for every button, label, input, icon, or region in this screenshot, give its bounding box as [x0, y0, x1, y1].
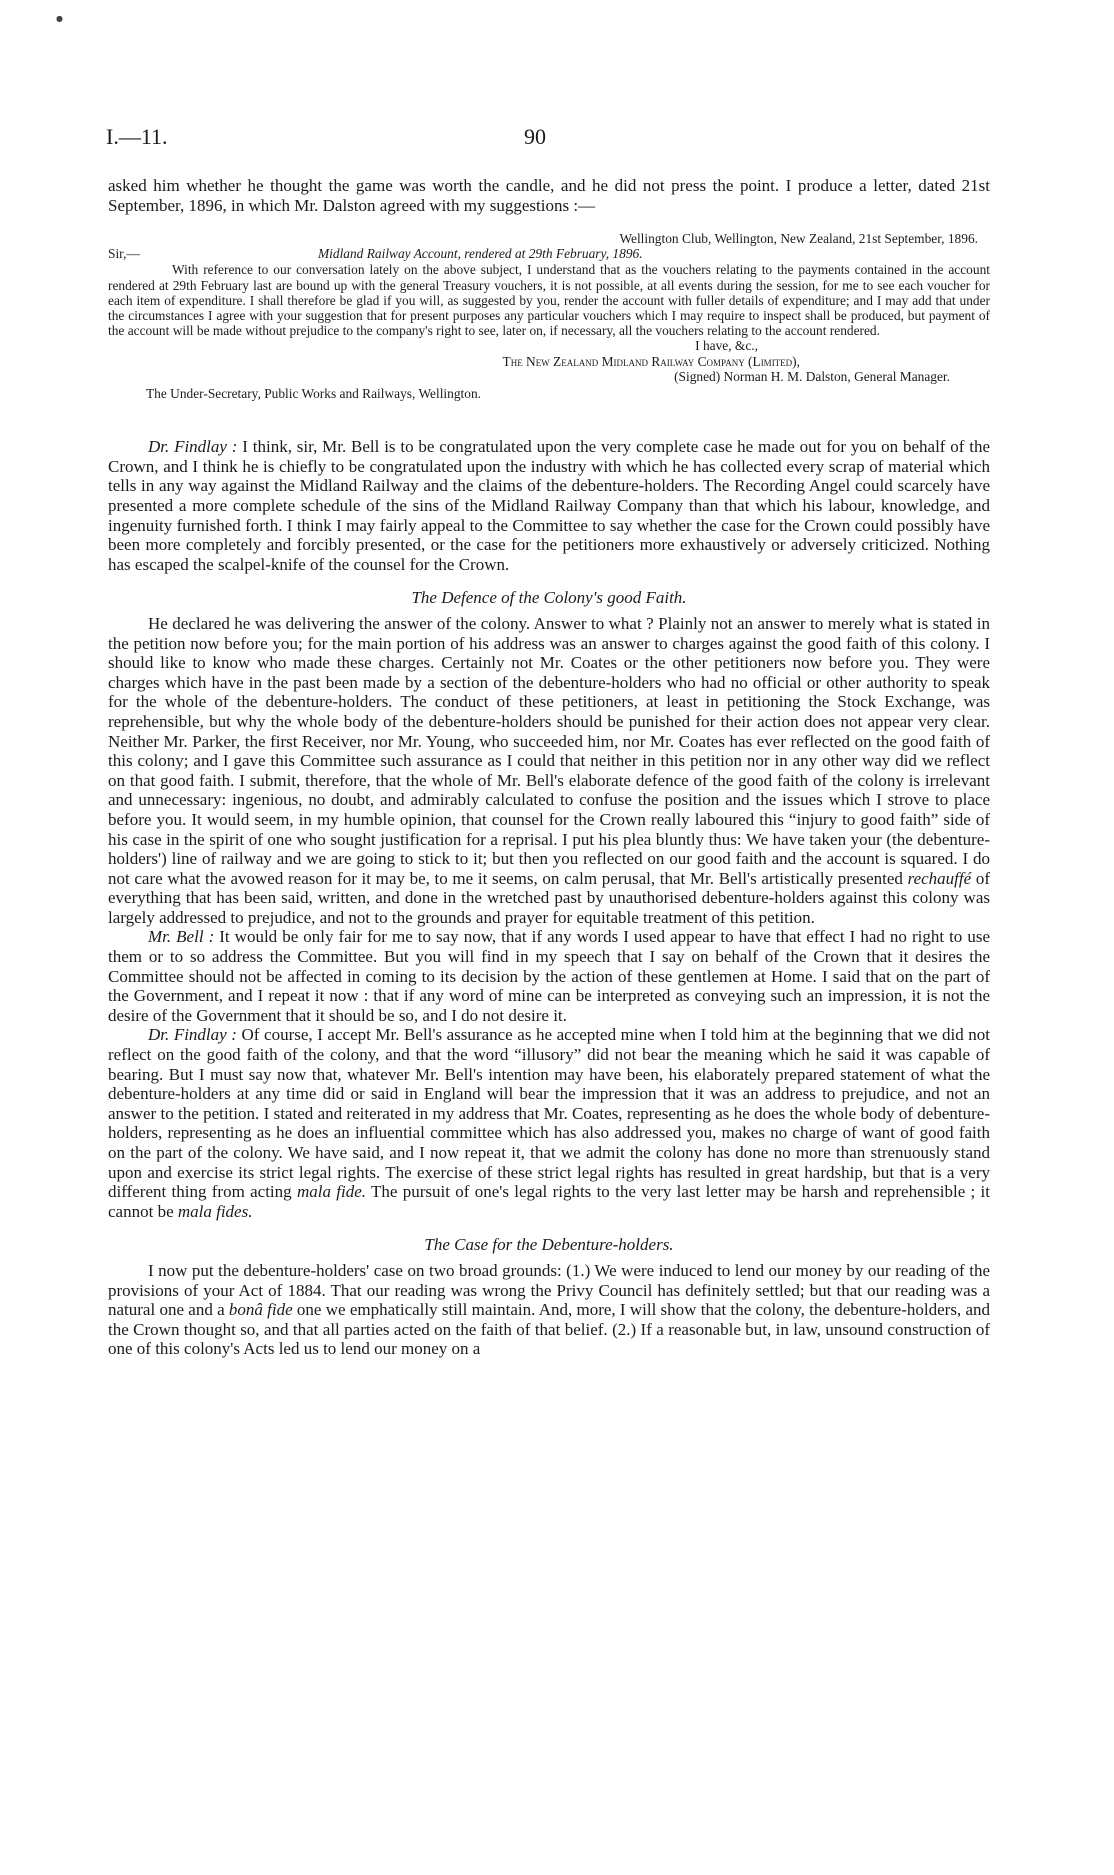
italic-term: mala fides. [177, 1201, 253, 1221]
speaker-label: Dr. Findlay : [148, 437, 238, 457]
paragraph-text: The pursuit of one's legal rights to the very last letter may be harsh and reprehensible ; it cannot be [108, 1182, 991, 1221]
paragraph-text: He declared he was delivering the answer of the colony. Answer to what ? Plainly not an answer to merely what is stated in the petition now before you; for the main portion of his address was an answer to charges against the good faith of this colony. I should like to know who made these charges. Certainly not Mr. Coates or the other petitioners now before you. They were charges which have in the past been made by a section of the debenture-holders who had no official or other authority to speak for the whole of the debenture-holders. The conduct of these petitioners, at least in petitioning the Stock Exchange, was reprehensible, but why the whole body of the debenture-holders should be punished for their action does not appear very clear. Neither Mr. Parker, the first Receiver, nor Mr. Young, who succeeded him, nor Mr. Coates has ever reflected on the good faith of this colony; and I gave this Committee such assurance as I could that neither in this petition nor in any other way did we reflect on that good faith. I submit, therefore, that the whole of Mr. Bell's elaborate defence of the good faith of the colony is irrelevant and unnecessary: ingenious, no doubt, and admirably calculated to confuse the position and the issues which I strove to place before you. It would seem, in my humble opinion, that counsel for the Crown really laboured this “injury to good faith” side of his case in the spirit of one who sought justification for a reprisal. I put his plea bluntly thus: We have taken your (the debenture-holders') line of railway and we are going to stick to it; but then you reflected on our good faith and the account is squared. I do not care what the avowed reason for it may be, to me it seems, on calm perusal, that Mr. Bell's artistically presented [108, 613, 990, 888]
section-heading-good-faith: The Defence of the Colony's good Faith. [411, 588, 687, 608]
letter-dateline: Wellington Club, Wellington, New Zealand, 21st September, 1896. [619, 231, 978, 247]
quoted-letter [108, 231, 990, 401]
debenture-case-paragraph [108, 1261, 990, 1359]
letter-signature: (Signed) Norman H. M. Dalston, General Manager. [674, 368, 950, 384]
italic-term: bonâ fide [228, 1300, 293, 1320]
page-header [104, 124, 992, 154]
margin-mark-dot: ● [56, 14, 63, 23]
paragraph-text: Of course, I accept Mr. Bell's assurance as he accepted mine when I told him at the beginning that we did not reflect on the good faith of the colony, and that the word “illusory” did not bear the meaning which he said it was capable of bearing. But I must say now that, whatever Mr. Bell's intention may have been, his elaborately prepared statement of what the debenture-holders at any time did or said in England will bear the impression that it was an address to prejudice, and not an answer to the petition. I stated and reiterated in my address that Mr. Coates, representing as he does the whole body of debenture-holders, representing as he does an influential committee which has also addressed you, makes no charge of want of good faith on the part of the colony. We have said, and I now repeat it, that we admit the colony has done no more than strenuously stand upon and exercise its strict legal rights. The exercise of these strict legal rights has resulted in great hardship, but that is a very different thing from acting [108, 1025, 991, 1202]
speaker-label: Mr. Bell : [148, 927, 215, 947]
paragraph-text: of everything that has been said, written, and done in the wretched past by unauthorised debenture-holders against this colony was largely addressed to prejudice, and not to the grounds and prayer for equitable treatment of this petition. [108, 868, 991, 927]
page-number: 90 [524, 124, 546, 149]
italic-term: mala fide. [296, 1182, 366, 1202]
paragraph-text: It would be only fair for me to say now, that if any words I used appear to have that effect I had no right to use them or to so address the Committee. But you will find in my speech that I say on behalf of the Crown that it desires the Committee should not be affected in coming to its decision by the action of these gentlemen at Home. I said that on the part of the Government, and I repeat it now : that if any word of mine can be interpreted as conveying such an impression, it is not the desire of the Government that it should be so, and I do not desire it. [108, 927, 990, 1025]
italic-term: rechauffé [907, 868, 972, 888]
speaker-label: Dr. Findlay : [148, 1025, 237, 1045]
paragraph-text: I now put the debenture-holders' case on two broad grounds: (1.) We were induced to lend our money by our reading of the provisions of your Act of 1884. That our reading was wrong the Privy Council has definitely settled; but that our reading was a natural one and a [108, 1260, 990, 1320]
document-body [108, 176, 990, 1359]
defence-paragraph [108, 614, 990, 928]
findlay-opening-paragraph [108, 437, 990, 574]
letter-signoff: I have, &c., [695, 338, 758, 354]
paragraph-text: I think, sir, Mr. Bell is to be congratulated upon the very complete case he made out for you on behalf of the Crown, and I think he is chiefly to be congratulated upon the industry with which he has collected every scrap of material which tells in any way against the Midland Railway and the claims of the debenture-holders. The Recording Angel could scarcely have presented a more complete schedule of the sins of the Midland Railway Company than that which his labour, knowledge, and ingenuity furnished forth. I think I may fairly appeal to the Committee to say whether the case for the Crown could possibly have been more completely and forcibly presented, or the case for the petitioners more exhaustively or adversely criticized. Nothing has escaped the scalpel-knife of the counsel for the Crown. [108, 437, 991, 574]
letter-addressee: The Under-Secretary, Public Works and Railways, Wellington. [146, 386, 481, 402]
bell-paragraph [108, 927, 990, 1025]
section-heading-debenture-holders: The Case for the Debenture-holders. [424, 1235, 674, 1255]
paragraph-text: one we emphatically still maintain. And, more, I will show that the colony, the debenture-holders, and the Crown thought so, and that all parties acted on the faith of that belief. (2.) If a reasonable but, in law, unsound construction of one of this colony's Acts led us to lend our money on a [108, 1300, 990, 1359]
letter-subject: Midland Railway Account, rendered at 29th February, 1896. [318, 246, 643, 262]
document-reference: I.—11. [106, 124, 168, 149]
letter-salutation: Sir,— [108, 246, 140, 262]
letter-company: The New Zealand Midland Railway Company (Limited), [502, 353, 800, 369]
findlay-reply-paragraph [108, 1025, 990, 1221]
letter-salutation-row [108, 246, 990, 262]
intro-paragraph: asked him whether he thought the game was worth the candle, and he did not press the point. I produce a letter, dated 21st September, 1896, in which Mr. Dalston agreed with my suggestions :— [108, 176, 990, 215]
letter-body: With reference to our conversation lately on the above subject, I understand that as the vouchers relating to the payments contained in the account rendered at 29th February last are bound up with the general Treasury vouchers, it is not possible, at all events during the session, for me to see each voucher for each item of expenditure. I shall therefore be glad if you will, as suggested by you, render the account with fuller details of expenditure; and I may add that under the circumstances I agree with your suggestion that for present purposes any particular vouchers which I may require to inspect shall be produced, but payment of the account will be made without prejudice to the company's right to see, later on, if necessary, all the vouchers relating to the account rendered. [108, 262, 990, 339]
